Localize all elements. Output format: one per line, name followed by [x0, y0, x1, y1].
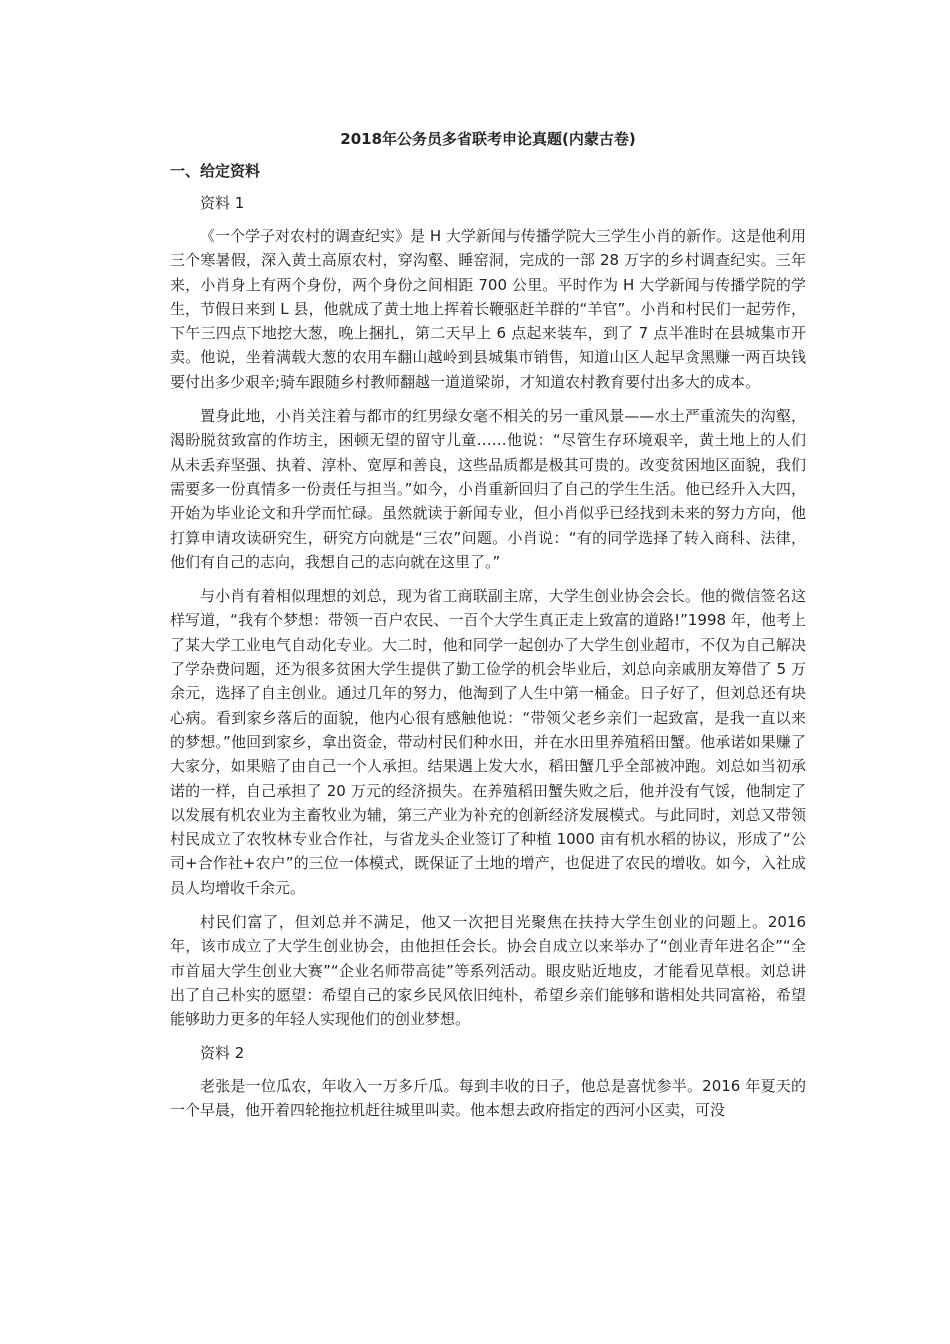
material-2-label: 资料 2	[200, 1043, 245, 1062]
paragraph: 置身此地，小肖关注着与都市的红男绿女毫不相关的另一重风景——水土严重流失的沟壑，渴盼脱贫致富的作坊主，困顿无望的留守儿童……他说：“尽管生存环境艰辛，黄土地上的人们从未丢弃坚强、执着、淳朴、宽厚和善良，这些品质都是极其可贵的。改变贫困地区面貌，我们需要多一份真情多一份责任与担当。”如今，小肖重新回归了自己的学生生活。他已经升入大四，开始为毕业论文和升学而忙碌。虽然就读于新闻专业，但小肖似乎已经找到未来的努力方向，他打算申请攻读研究生，研究方向就是“三农”问题。小肖说：“有的同学选择了转入商科、法律，他们有自己的志向，我想自己的志向就在这里了。”	[170, 407, 806, 571]
paragraph: 老张是一位瓜农，年收入一万多斤瓜。每到丰收的日子，他总是喜忧参半。2016 年夏天的一个早晨，他开着四轮拖拉机赶往城里叫卖。他本想去政府指定的西河小区卖，可没	[170, 1076, 806, 1119]
material-1-label: 资料 1	[200, 194, 245, 212]
paragraph: 村民们富了，但刘总并不满足，他又一次把目光聚焦在扶持大学生创业的问题上。2016 年，该市成立了大学生创业协会，由他担任会长。协会自成立以来举办了“创业青年进名企”“全市首届大学生创业大赛”“企业名师带高徒”等系列活动。眼皮贴近地皮，才能看见草根。刘总讲出了自己朴实的愿望：希望自己的家乡民风依旧纯朴，希望乡亲们能够和谐相处共同富裕，希望能够助力更多的年轻人实现他们的创业梦想。	[170, 913, 806, 1029]
document-content	[170, 128, 806, 1132]
material-2	[170, 1042, 806, 1123]
material-1	[170, 192, 806, 1032]
document-title: 2018年公务员多省联考申论真题(内蒙古卷)	[340, 130, 636, 148]
paragraph: 《一个学子对农村的调查纪实》是 H 大学新闻与传播学院大三学生小肖的新作。这是他利用三个寒暑假，深入黄土高原农村，穿沟壑、睡窑洞，完成的一部 28 万字的乡村调查纪实。三年来，小肖身上有两个身份，两个身份之间相距 700 公里。平时作为 H 大学新闻与传播学院的学生，节假日来到 L 县，他就成了黄土地上挥着长鞭驱赶羊群的“羊官”。小肖和村民们一起劳作，下午三四点下地挖大葱，晚上捆扎，第二天早上 6 点起来装车，到了 7 点半准时在县城集市开卖。他说，坐着满载大葱的农用车翻山越岭到县城集市销售，知道山区人起早贪黑赚一两百块钱要付出多少艰辛;骑车跟随乡村教师翻越一道道梁峁，才知道农村教育要付出多大的成本。	[170, 227, 806, 391]
paragraph: 与小肖有着相似理想的刘总，现为省工商联副主席，大学生创业协会会长。他的微信签名这样写道，“我有个梦想：带领一百户农民、一百个大学生真正走上致富的道路!”1998 年，他考上了某大学工业电气自动化专业。大二时，他和同学一起创办了大学生创业超市，不仅为自己解决了学杂费问题，还为很多贫困大学生提供了勤工俭学的机会毕业后，刘总向亲戚朋友筹借了 5 万余元，选择了自主创业。通过几年的努力，他淘到了人生中第一桶金。日子好了，但刘总还有块心病。看到家乡落后的面貌，他内心很有感触他说：“带领父老乡亲们一起致富，是我一直以来的梦想。”他回到家乡，拿出资金，带动村民们种水田，并在水田里养殖稻田蟹。他承诺如果赚了大家分，如果赔了由自己一个人承担。结果遇上发大水，稻田蟹几乎全部被冲跑。刘总如当初承诺的一样，自己承担了 20 万元的经济损失。在养殖稻田蟹失败之后，他并没有气馁，他制定了以发展有机农业为主畜牧业为辅，第三产业为补充的创新经济发展模式。与此同时，刘总又带领村民成立了农牧林专业合作社，与省龙头企业签订了种植 1000 亩有机水稻的协议，形成了“公司+合作社+农户”的三位一体模式，既保证了土地的增产，也促进了农民的增收。如今，入社成员人均增收千余元。	[170, 587, 806, 897]
section-heading: 一、给定资料	[170, 162, 261, 180]
